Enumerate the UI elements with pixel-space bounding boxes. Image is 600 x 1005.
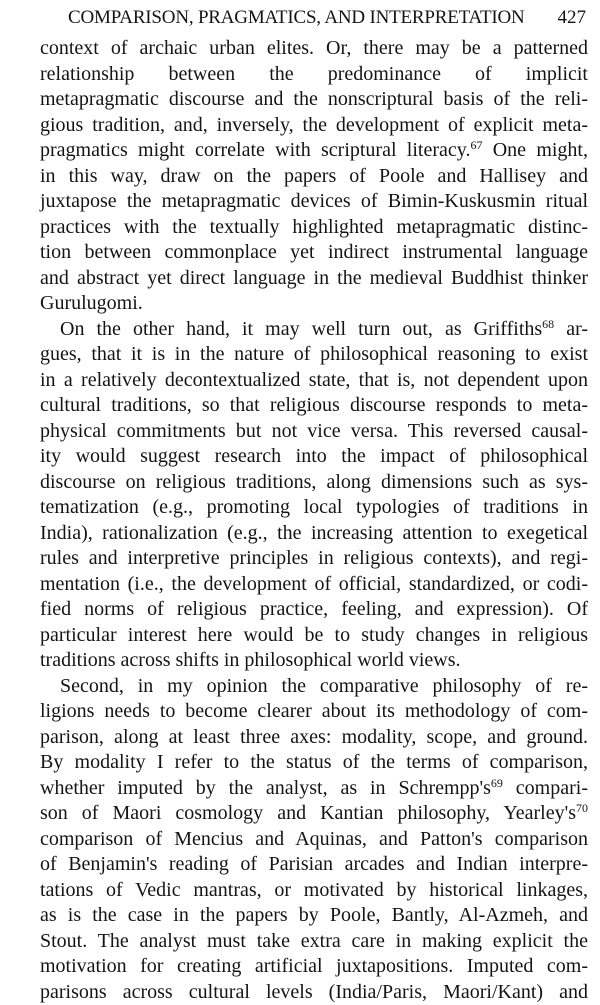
text-line — [40, 878, 588, 904]
text-line — [40, 87, 588, 113]
text-segment: tematization (e.g., promoting local typologies of traditions in — [40, 496, 588, 518]
text-line — [40, 317, 588, 343]
text-line — [40, 572, 588, 598]
text-line — [40, 215, 588, 241]
paragraph — [40, 317, 588, 674]
text-line — [40, 648, 588, 674]
text-segment: Gurulugomi. — [40, 292, 143, 314]
text-segment: parison, along at least three axes: modality, scope, and ground. — [40, 725, 588, 748]
text-segment: and abstract yet direct language in the medieval Buddhist thinker — [40, 266, 588, 289]
text-line — [40, 419, 588, 445]
text-line — [40, 827, 588, 853]
text-line — [40, 495, 588, 521]
text-segment: fied norms of religious practice, feeling, and expression). Of — [40, 598, 588, 620]
text-segment: discourse on religious traditions, along dimensions such as sys- — [40, 470, 588, 493]
text-line — [40, 113, 588, 139]
running-header — [0, 4, 600, 30]
text-segment: tations of Vedic mantras, or motivated by historical linkages, — [40, 878, 588, 901]
text-line — [40, 470, 588, 496]
text-segment: Second, in my opinion the comparative philosophy of re- — [60, 674, 588, 697]
text-line — [40, 342, 588, 368]
text-line — [40, 776, 588, 802]
text-segment: On the other hand, it may well turn out, as Griffiths — [60, 317, 543, 340]
text-segment: comparison of Mencius and Aquinas, and Patton's comparison — [40, 827, 588, 850]
text-line — [40, 393, 588, 419]
text-segment: relationship between the predominance of implicit — [40, 62, 588, 85]
footnote-marker: 70 — [576, 801, 588, 815]
text-segment: rules and interpretive principles in religious contexts), and regi- — [40, 547, 588, 569]
text-line — [40, 699, 588, 725]
text-line — [40, 725, 588, 751]
text-segment: physical commitments but not vice versa. This reversed causal- — [40, 419, 588, 442]
footnote-marker: 68 — [542, 316, 555, 331]
text-segment: in this way, draw on the papers of Poole and Hallisey and — [40, 164, 588, 187]
text-line — [40, 138, 588, 164]
paragraph — [40, 36, 588, 317]
text-segment: ar- — [554, 317, 589, 340]
text-segment: as is the case in the papers by Poole, Bantly, Al-Azmeh, and — [40, 904, 588, 926]
text-line — [40, 903, 588, 929]
text-segment: context of archaic urban elites. Or, there may be a patterned — [40, 37, 588, 59]
text-segment: compari- — [502, 776, 588, 799]
text-line — [40, 546, 588, 572]
text-segment: pragmatics might correlate with scriptural literacy. — [40, 139, 471, 161]
text-line — [40, 801, 588, 827]
text-segment: traditions across shifts in philosophical world views. — [40, 649, 461, 671]
text-line — [40, 291, 588, 317]
text-segment: cultural traditions, so that religious discourse responds to meta- — [40, 394, 588, 416]
body-text — [40, 36, 588, 1005]
text-line — [40, 521, 588, 547]
footnote-marker: 69 — [490, 775, 503, 790]
text-segment: son of Maori cosmology and Kantian philosophy, Yearley's — [40, 802, 576, 824]
text-line — [40, 929, 588, 955]
running-title: COMPARISON, PRAGMATICS, AND INTERPRETATION — [68, 7, 525, 28]
footnote-marker: 67 — [470, 138, 483, 152]
text-segment: One might, — [482, 139, 588, 161]
text-line — [40, 189, 588, 215]
text-segment: practices with the textually highlighted metapragmatic distinc- — [40, 215, 588, 238]
text-segment: ity would suggest research into the impact of philosophical — [40, 445, 588, 467]
text-segment: particular interest here would be to study changes in religious — [40, 623, 588, 646]
text-segment: gues, that it is in the nature of philosophical reasoning to exist — [40, 343, 588, 365]
text-segment: of Benjamin's reading of Parisian arcades and Indian interpre- — [40, 853, 588, 875]
paragraph — [40, 674, 588, 1005]
text-segment: gious tradition, and, inversely, the development of explicit meta- — [40, 113, 588, 136]
text-line — [40, 597, 588, 623]
text-line — [40, 444, 588, 470]
text-line — [40, 368, 588, 394]
text-segment: mentation (i.e., the development of official, standardized, or codi- — [40, 572, 588, 595]
text-line — [40, 62, 588, 88]
text-segment: By modality I refer to the status of the terms of comparison, — [40, 751, 588, 773]
text-line — [40, 164, 588, 190]
text-segment: Stout. The analyst must take extra care in making explicit the — [40, 929, 588, 952]
text-segment: India), rationalization (e.g., the increasing attention to exegetical — [40, 521, 588, 544]
text-segment: in a relatively decontextualized state, that is, not dependent upon — [40, 368, 588, 391]
text-line — [40, 266, 588, 292]
text-line — [40, 240, 588, 266]
text-line — [40, 623, 588, 649]
text-line — [40, 36, 588, 62]
text-segment: juxtapose the metapragmatic devices of Bimin-Kuskusmin ritual — [40, 190, 588, 212]
text-line — [40, 674, 588, 700]
text-segment: ligions needs to become clearer about its methodology of com- — [40, 700, 588, 722]
text-segment: whether imputed by the analyst, as in Schrempp's — [40, 776, 491, 799]
page-number: 427 — [557, 7, 586, 28]
text-line — [40, 852, 588, 878]
text-line — [40, 980, 588, 1005]
text-line — [40, 750, 588, 776]
text-segment: parisons across cultural levels (India/Paris, Maori/Kant) and — [40, 980, 588, 1003]
text-segment: tion between commonplace yet indirect instrumental language — [40, 241, 588, 263]
text-segment: metapragmatic discourse and the nonscriptural basis of the reli- — [40, 88, 588, 110]
text-line — [40, 954, 588, 980]
text-segment: motivation for creating artificial juxtapositions. Imputed com- — [40, 955, 588, 977]
